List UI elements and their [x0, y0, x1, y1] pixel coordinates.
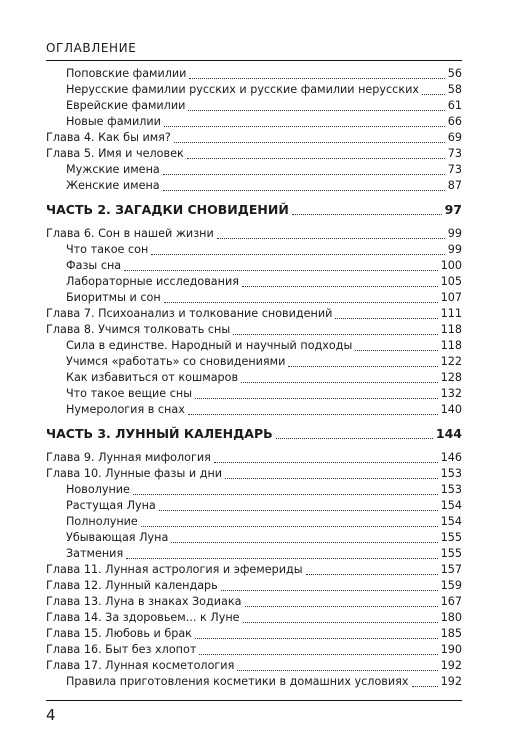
toc-entry-title: ЧАСТЬ 2. ЗАГАДКИ СНОВИДЕНИЙ	[46, 202, 289, 217]
toc-entry-title: Поповские фамилии	[66, 67, 187, 80]
toc-entry-title: ЧАСТЬ 3. ЛУННЫЙ КАЛЕНДАРЬ	[46, 426, 273, 441]
toc-entry-title: Еврейские фамилии	[66, 99, 186, 112]
toc-entry-title: Глава 15. Любовь и брак	[46, 627, 192, 640]
toc-entry-page: 157	[440, 563, 462, 576]
toc-part-entry[interactable]	[46, 200, 462, 220]
toc-chapter-entry[interactable]	[46, 642, 462, 658]
page-number: 4	[46, 706, 56, 724]
toc-entry-page: 122	[440, 355, 462, 368]
toc-chapter-entry[interactable]	[46, 146, 462, 162]
toc-entry-page: 58	[447, 83, 462, 96]
dot-leader	[335, 318, 437, 319]
toc-entry-page: 155	[440, 547, 462, 560]
toc-entry-page: 192	[440, 659, 462, 672]
toc-chapter-entry[interactable]	[46, 322, 462, 338]
toc-entry-title: Убывающая Луна	[66, 531, 169, 544]
toc-section-entry[interactable]	[46, 674, 462, 690]
dot-leader	[171, 542, 437, 543]
toc-entry-page: 128	[440, 371, 462, 384]
toc-entry-title: Как избавиться от кошмаров	[66, 371, 239, 384]
toc-entry-title: Нумерология в снах	[66, 403, 185, 416]
toc-section-entry[interactable]	[46, 178, 462, 194]
toc-entry-title: Нерусские фамилии русских и русские фамилии нерусских	[66, 83, 419, 96]
toc-entry-title: Полнолуние	[66, 515, 138, 528]
toc-entry-title: Глава 11. Лунная астрология и эфемериды	[46, 563, 303, 576]
toc-entry-page: 66	[447, 115, 462, 128]
toc-entry-title: Глава 13. Луна в знаках Зодиака	[46, 595, 242, 608]
toc-entry-page: 167	[440, 595, 462, 608]
toc-section-entry[interactable]	[46, 498, 462, 514]
toc-section-entry[interactable]	[46, 258, 462, 274]
toc-entry-page: 118	[440, 339, 462, 352]
toc-chapter-entry[interactable]	[46, 226, 462, 242]
toc-entry-page: 56	[447, 67, 462, 80]
toc-chapter-entry[interactable]	[46, 130, 462, 146]
toc-entry-page: 144	[435, 426, 462, 441]
toc-entry-title: Глава 17. Лунная косметология	[46, 659, 235, 672]
toc-entry-title: Затмения	[66, 547, 124, 560]
dot-leader	[233, 334, 437, 335]
dot-leader	[188, 414, 438, 415]
toc-entry-page: 107	[440, 291, 462, 304]
toc-entry-title: Фазы сна	[66, 259, 122, 272]
dot-leader	[174, 142, 445, 143]
toc-section-entry[interactable]	[46, 482, 462, 498]
toc-entry-page: 180	[440, 611, 462, 624]
toc-section-entry[interactable]	[46, 290, 462, 306]
toc-entry-title: Глава 14. За здоровьем... к Луне	[46, 611, 240, 624]
dot-leader	[217, 238, 445, 239]
dot-leader	[163, 174, 445, 175]
toc-entry-title: Правила приготовления косметики в домашних условиях	[66, 675, 409, 688]
toc-chapter-entry[interactable]	[46, 578, 462, 594]
toc-entry-title: Новые фамилии	[66, 115, 161, 128]
toc-entry-title: Растущая Луна	[66, 499, 156, 512]
toc-entry-title: Сила в единстве. Народный и научный подходы	[66, 339, 353, 352]
dot-leader	[276, 438, 433, 439]
toc-entry-title: Глава 9. Лунная мифология	[46, 451, 211, 464]
toc-entry-title: Глава 10. Лунные фазы и дни	[46, 467, 223, 480]
running-header: ОГЛАВЛЕНИЕ	[46, 41, 137, 55]
toc-chapter-entry[interactable]	[46, 562, 462, 578]
toc-entry-page: 132	[440, 387, 462, 400]
toc-entry-title: Глава 7. Психоанализ и толкование сновидений	[46, 307, 333, 320]
toc-entry-page: 153	[440, 467, 462, 480]
toc-section-entry[interactable]	[46, 370, 462, 386]
toc-section-entry[interactable]	[46, 98, 462, 114]
toc-entry-title: Женские имена	[66, 179, 160, 192]
toc-entry-title: Глава 4. Как бы имя?	[46, 131, 171, 144]
toc-entry-title: Мужские имена	[66, 163, 160, 176]
toc-entry-page: 99	[447, 227, 462, 240]
toc-section-entry[interactable]	[46, 402, 462, 418]
dot-leader	[225, 478, 438, 479]
dot-leader	[188, 110, 444, 111]
dot-leader	[151, 254, 444, 255]
toc-entry-page: 73	[447, 147, 462, 160]
toc-entry-title: Учимся «работать» со сновидениями	[66, 355, 286, 368]
dot-leader	[292, 214, 442, 215]
toc-entry-page: 97	[444, 202, 462, 217]
dot-leader	[195, 638, 438, 639]
toc-entry-page: 99	[447, 243, 462, 256]
toc-section-entry[interactable]	[46, 530, 462, 546]
toc-part-entry[interactable]	[46, 424, 462, 444]
toc-entry-page: 111	[440, 307, 462, 320]
toc-entry-title: Новолуние	[66, 483, 130, 496]
dot-leader	[195, 398, 438, 399]
toc-section-entry[interactable]	[46, 338, 462, 354]
dot-leader	[245, 606, 438, 607]
toc-entry-title: Глава 5. Имя и человек	[46, 147, 184, 160]
toc-section-entry[interactable]	[46, 242, 462, 258]
toc-section-entry[interactable]	[46, 514, 462, 530]
dot-leader	[306, 574, 438, 575]
toc-section-entry[interactable]	[46, 162, 462, 178]
dot-leader	[242, 286, 438, 287]
toc-entry-page: 118	[440, 323, 462, 336]
header-rule	[46, 60, 462, 61]
toc-chapter-entry[interactable]	[46, 450, 462, 466]
toc-entry-page: 153	[440, 483, 462, 496]
toc-chapter-entry[interactable]	[46, 306, 462, 322]
toc-entry-page: 69	[447, 131, 462, 144]
dot-leader	[187, 158, 445, 159]
toc-entry-page: 190	[440, 643, 462, 656]
toc-entry-page: 105	[440, 275, 462, 288]
toc-chapter-entry[interactable]	[46, 594, 462, 610]
dot-leader	[243, 622, 438, 623]
dot-leader	[126, 558, 437, 559]
dot-leader	[163, 190, 445, 191]
dot-leader	[422, 94, 445, 95]
table-of-contents	[46, 66, 462, 690]
toc-chapter-entry[interactable]	[46, 626, 462, 642]
toc-entry-title: Что такое сон	[66, 243, 149, 256]
toc-chapter-entry[interactable]	[46, 658, 462, 674]
toc-entry-page: 154	[440, 499, 462, 512]
toc-entry-page: 73	[447, 163, 462, 176]
dot-leader	[237, 670, 437, 671]
toc-section-entry[interactable]	[46, 274, 462, 290]
toc-section-entry[interactable]	[46, 66, 462, 82]
toc-entry-page: 61	[447, 99, 462, 112]
dot-leader	[288, 366, 437, 367]
toc-chapter-entry[interactable]	[46, 610, 462, 626]
toc-entry-title: Глава 12. Лунный календарь	[46, 579, 218, 592]
dot-leader	[221, 590, 438, 591]
toc-entry-page: 155	[440, 531, 462, 544]
dot-leader	[355, 350, 437, 351]
toc-chapter-entry[interactable]	[46, 466, 462, 482]
toc-entry-page: 140	[440, 403, 462, 416]
toc-section-entry[interactable]	[46, 82, 462, 98]
toc-entry-page: 154	[440, 515, 462, 528]
dot-leader	[164, 302, 438, 303]
toc-section-entry[interactable]	[46, 546, 462, 562]
toc-entry-title: Глава 6. Сон в нашей жизни	[46, 227, 214, 240]
toc-section-entry[interactable]	[46, 354, 462, 370]
toc-section-entry[interactable]	[46, 386, 462, 402]
dot-leader	[133, 494, 438, 495]
toc-entry-page: 185	[440, 627, 462, 640]
toc-entry-page: 192	[440, 675, 462, 688]
toc-entry-page: 100	[440, 259, 462, 272]
toc-entry-title: Что такое вещие сны	[66, 387, 193, 400]
dot-leader	[164, 126, 445, 127]
dot-leader	[124, 270, 437, 271]
toc-entry-title: Лабораторные исследования	[66, 275, 239, 288]
dot-leader	[159, 510, 438, 511]
dot-leader	[189, 78, 444, 79]
toc-entry-page: 87	[447, 179, 462, 192]
toc-entry-page: 159	[440, 579, 462, 592]
dot-leader	[199, 654, 437, 655]
dot-leader	[412, 686, 438, 687]
toc-entry-title: Биоритмы и сон	[66, 291, 161, 304]
toc-entry-title: Глава 16. Быт без хлопот	[46, 643, 197, 656]
toc-section-entry[interactable]	[46, 114, 462, 130]
dot-leader	[141, 526, 438, 527]
dot-leader	[241, 382, 438, 383]
toc-entry-title: Глава 8. Учимся толковать сны	[46, 323, 231, 336]
dot-leader	[214, 462, 438, 463]
footer-rule	[46, 700, 462, 701]
toc-entry-page: 146	[440, 451, 462, 464]
